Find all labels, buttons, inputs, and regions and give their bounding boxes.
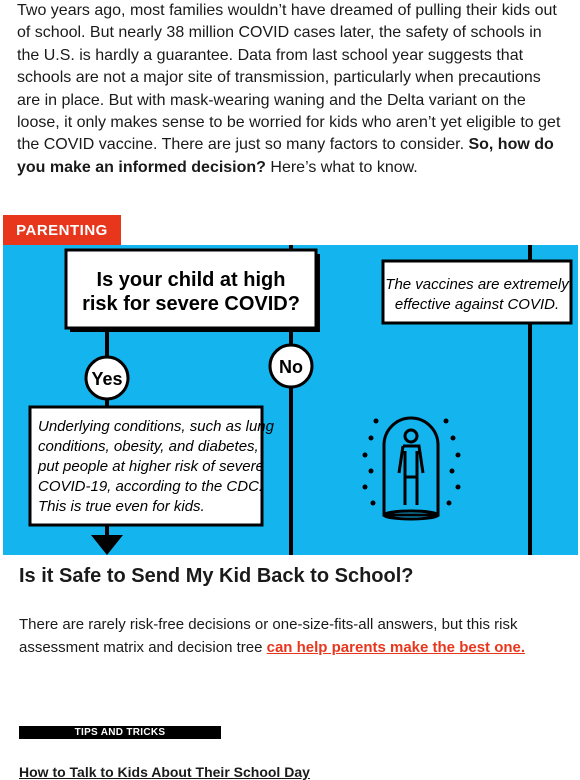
article-title[interactable]: Is it Safe to Send My Kid Back to School? xyxy=(19,565,414,587)
person-in-bubble-icon xyxy=(363,418,461,519)
article-description xyxy=(19,613,539,659)
decision-tree-graphic xyxy=(3,245,578,555)
category-tag-parenting[interactable]: PARENTING xyxy=(3,215,121,245)
yes-label: Yes xyxy=(91,369,123,389)
conditions-line-2: conditions, obesity, and diabetes, xyxy=(38,438,259,455)
intro-body: Two years ago, most families wouldn’t have dreamed of pulling their kids out of school. But nearly 38 million COVID cases later, the safety of schools in the U.S. is hardly a guarantee. Data from last school year suggests that schools are not a major site of transmission, particularly when precautions are in place. But with mask-wearing waning and the Delta variant on the loose, it only makes sense to be worried for kids who aren’t yet eligible to get the COVID vaccine. There are just so many factors to consider. xyxy=(17,2,561,154)
conditions-line-1: Underlying conditions, such as lung xyxy=(38,418,274,435)
category-tag-tips-and-tricks[interactable]: TIPS AND TRICKS xyxy=(19,726,221,739)
intro-bold: So, how do you make an informed decision? xyxy=(17,136,554,176)
conditions-line-3: put people at higher risk of severe xyxy=(38,458,264,475)
conditions-line-4: COVID-19, according to the CDC. xyxy=(38,478,264,495)
question-line-2: risk for severe COVID? xyxy=(82,293,300,315)
article-link[interactable]: can help parents make the best one. xyxy=(266,639,526,656)
next-article-title[interactable]: How to Talk to Kids About Their School Day xyxy=(19,764,310,780)
article-description-text: There are rarely risk-free decisions or one-size-fits-all answers, but this risk assessment matrix and decision tree xyxy=(19,616,518,656)
vaccine-line-2: effective against COVID. xyxy=(394,296,560,313)
no-label: No xyxy=(279,357,303,377)
intro-tail: Here’s what to know. xyxy=(265,158,418,176)
article-hero-infographic[interactable] xyxy=(3,245,578,555)
intro-text xyxy=(17,0,565,179)
conditions-line-5: This is true even for kids. xyxy=(38,498,205,515)
question-line-1: Is your child at high xyxy=(96,269,286,291)
vaccine-line-1: The vaccines are extremely xyxy=(385,276,569,293)
arrow-down-icon xyxy=(91,535,123,555)
